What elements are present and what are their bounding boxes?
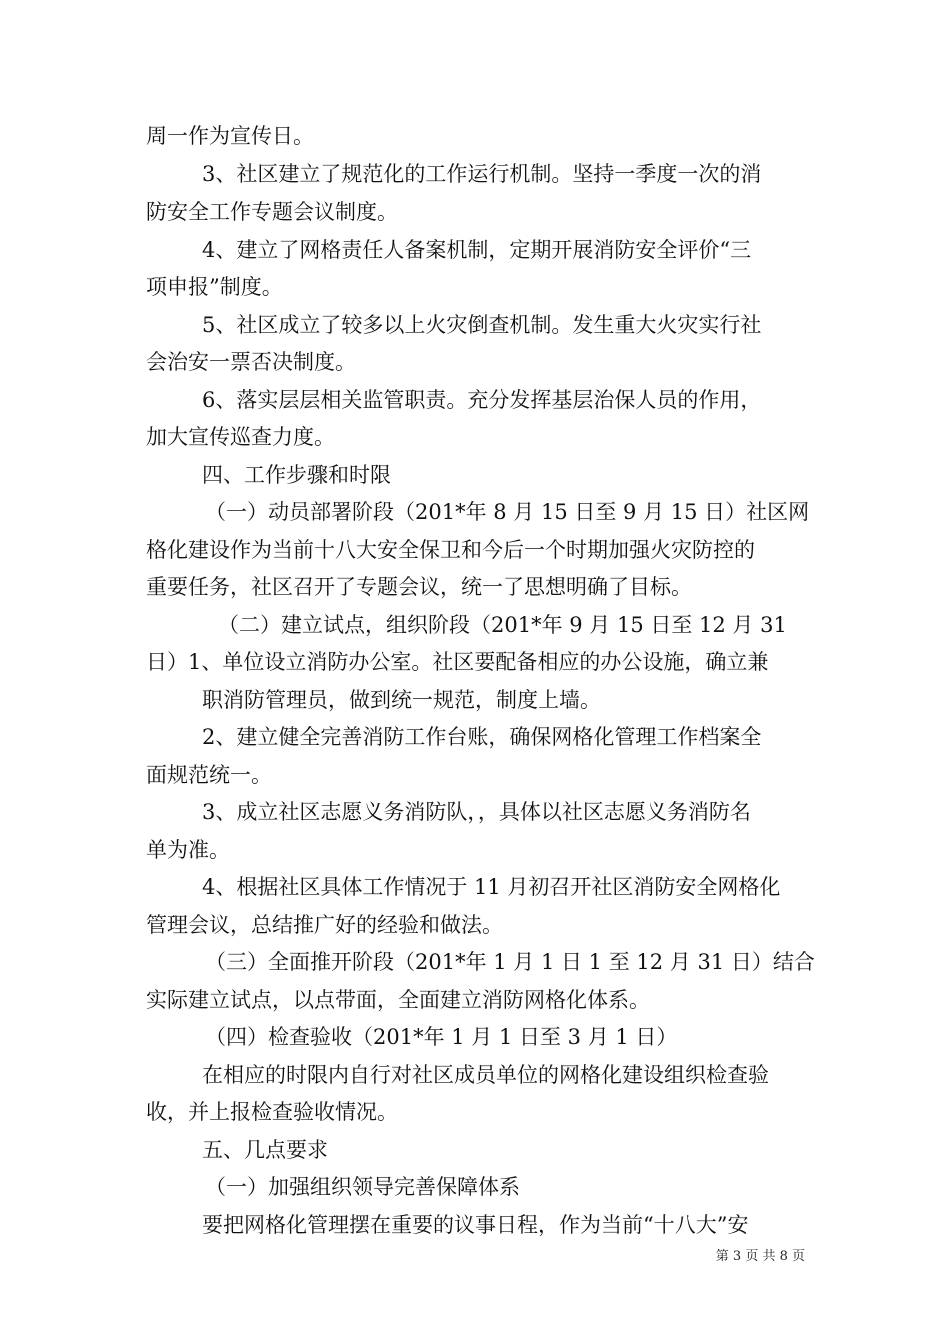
text-line: 在相应的时限内自行对社区成员单位的网格化建设组织检查验 xyxy=(202,1063,769,1087)
text-line: 4、根据社区具体工作情况于 11 月初召开社区消防安全网格化 xyxy=(202,875,781,899)
text-line: 实际建立试点，以点带面，全面建立消防网格化体系。 xyxy=(146,988,650,1012)
text-line: 防安全工作专题会议制度。 xyxy=(146,200,398,224)
text-line: 单为准。 xyxy=(146,838,230,862)
text-line: 重要任务，社区召开了专题会议，统一了思想明确了目标。 xyxy=(146,575,692,599)
text-line: 要把网格化管理摆在重要的议事日程，作为当前“十八大”安 xyxy=(202,1213,749,1237)
text-line: （一）加强组织领导完善保障体系 xyxy=(205,1175,520,1199)
page-number: 第 3 页 共 8 页 xyxy=(715,1249,805,1264)
text-line: 2、建立健全完善消防工作台账，确保网格化管理工作档案全 xyxy=(202,725,762,749)
text-line: 周一作为宣传日。 xyxy=(146,124,314,148)
text-line: 6、落实层层相关监管职责。充分发挥基层治保人员的作用， xyxy=(202,388,762,412)
text-line: 管理会议，总结推广好的经验和做法。 xyxy=(146,913,503,937)
text-line: 4、建立了网格责任人备案机制，定期开展消防安全评价“三 xyxy=(202,238,752,262)
text-line: 面规范统一。 xyxy=(146,763,272,787)
section-heading: 五、几点要求 xyxy=(202,1138,328,1162)
text-line: （四）检查验收（201*年 1 月 1 日至 3 月 1 日） xyxy=(205,1025,678,1049)
section-heading: 四、工作步骤和时限 xyxy=(202,463,391,487)
text-line: （一）动员部署阶段（201*年 8 月 15 日至 9 月 15 日）社区网 xyxy=(205,500,810,524)
text-line: 收，并上报检查验收情况。 xyxy=(146,1100,398,1124)
text-line: 职消防管理员，做到统一规范，制度上墙。 xyxy=(202,688,601,712)
text-line: 加大宣传巡查力度。 xyxy=(146,425,335,449)
text-line: 项申报”制度。 xyxy=(146,275,283,299)
text-line: 日）1、单位设立消防办公室。社区要配备相应的办公设施，确立兼 xyxy=(146,650,769,674)
text-line: 3、成立社区志愿义务消防队，，具体以社区志愿义务消防名 xyxy=(202,800,751,824)
text-line: 会治安一票否决制度。 xyxy=(146,350,356,374)
text-line: 3、社区建立了规范化的工作运行机制。坚持一季度一次的消 xyxy=(202,162,762,186)
text-line: 格化建设作为当前十八大安全保卫和今后一个时期加强火灾防控的 xyxy=(146,538,755,562)
text-line: （二）建立试点，组织阶段（201*年 9 月 15 日至 12 月 31 xyxy=(218,613,787,637)
text-line: （三）全面推开阶段（201*年 1 月 1 日 1 至 12 月 31 日）结合 xyxy=(205,950,815,974)
text-line: 5、社区成立了较多以上火灾倒查机制。发生重大火灾实行社 xyxy=(202,313,762,337)
